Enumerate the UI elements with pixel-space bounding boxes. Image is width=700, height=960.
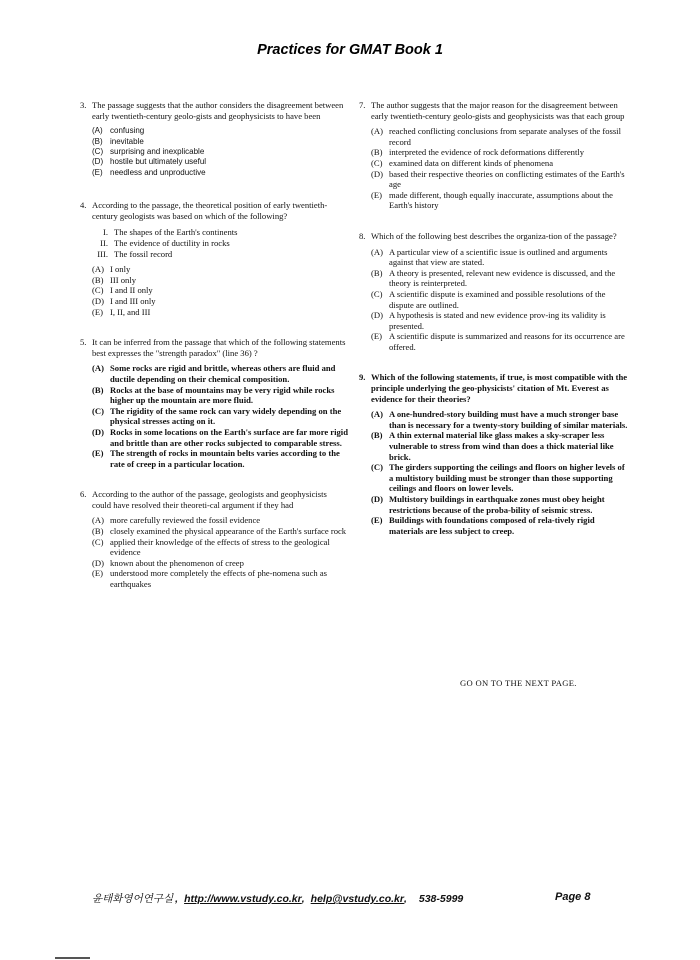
answer-choice[interactable]: (B) Rocks at the base of mountains may be very rigid while rocks higher up the mountain are more fluid. [92,384,335,406]
answer-choice[interactable]: (E) needless and unproductive [92,167,206,177]
go-to-next-page-notice: GO ON TO THE NEXT PAGE. [460,678,577,688]
answer-choice[interactable]: (E) Buildings with foundations composed of rela-tively rigid materials are less subject to creep. [371,515,595,536]
question-3 [80,100,348,178]
answer-choice[interactable]: (C) surprising and inexplicable [92,147,205,156]
answer-choice[interactable]: (C) A scientific dispute is examined and possible resolutions of the dispute are outlined. [371,288,606,310]
answer-choice[interactable]: (D) based their respective theories on conflicting estimates of the Earth's age [371,168,625,190]
page-footer: 윤태화영어연구실 , http://www.vstudy.co.kr , help@vstudy.co.kr , 538-5999 Page 8 [92,891,591,905]
answer-choice[interactable]: (A) confusing [92,126,145,136]
answer-choice[interactable]: (A) A particular view of a scientific issue is outlined and arguments against that view are stated. [371,246,608,268]
answer-choice[interactable]: (C) applied their knowledge of the effects of stress to the geological evidence [92,536,330,558]
scan-mark-divider [55,957,90,959]
question-5 [80,337,348,469]
question-number: 6. [80,489,87,500]
answer-choice[interactable]: (C) The rigidity of the same rock can vary widely depending on the physical stresses acting on it. [92,405,342,427]
page-number: Page 8 [555,891,591,903]
answer-choice[interactable]: (E) made different, though equally inaccurate, assumptions about the Earth's history [371,189,613,211]
question-9 [359,372,631,536]
answer-choice[interactable]: (A) more carefully reviewed the fossil evidence [92,515,261,526]
answer-choice[interactable]: (C) I and II only [92,285,153,296]
question-stem: It can be inferred from the passage that which of the following statements best expresses the "strength paradox" (line 36) ? [92,337,346,358]
answer-choice[interactable]: (A) reached conflicting conclusions from separate analyses of the fossil record [371,126,621,147]
question-number: 9. [359,372,366,383]
question-number: 8. [359,230,366,241]
answer-choice[interactable]: (B) interpreted the evidence of rock deformations differently [371,147,585,158]
question-stem: According to the author of the passage, geologists and geophysicists could have resolved their theoreti-cal argument if they had [92,489,327,510]
question-4 [80,200,348,317]
question-number: 7. [359,100,366,110]
answer-choice[interactable]: (E) A scientific dispute is summarized and reasons for its occurrence are offered. [371,331,625,352]
footer-phone: 538-5999 [418,893,464,905]
question-stem: According to the passage, the theoretical position of early twentieth-century geologists was based on which of the following? [92,200,328,221]
answer-choice[interactable]: (A) Some rocks are rigid and brittle, whereas others are fluid and ductile depending on their chemical composition. [92,363,336,384]
footer-org: 윤태화영어연구실 [92,893,174,905]
answer-choice[interactable]: (D) A hypothesis is stated and new evidence prov-ing its validity is presented. [371,310,606,331]
answer-choice[interactable]: (A) A one-hundred-story building must have a much stronger base than is necessary for a twenty-story building of similar materials. [371,409,628,430]
answer-choice[interactable]: (B) III only [92,274,137,285]
answer-choice[interactable]: (B) A thin external material like glass makes a sky-scraper less vulnerable to stress from wind than does a thick material like brick. [371,430,614,462]
question-stem: Which of the following best describes the organiza-tion of the passage? [371,230,617,241]
question-8 [359,231,631,353]
footer-website-link[interactable]: http://www.vstudy.co.kr [184,893,302,905]
left-column [80,100,348,605]
answer-choice[interactable]: (A) I only [92,264,131,275]
question-7 [359,100,631,211]
answer-choice[interactable]: (D) I and III only [92,295,156,306]
question-stem: The author suggests that the major reason for the disagreement between early twentieth-century geolo-gists and geophysicists was that each group [371,100,625,121]
question-6 [80,489,348,589]
numeral-item: I. The shapes of the Earth's continents [102,227,238,238]
footer-email-link[interactable]: help@vstudy.co.kr [310,893,404,905]
answer-choice[interactable]: (D) hostile but ultimately useful [92,157,207,167]
answer-choice[interactable]: (D) Multistory buildings in earthquake zones must obey height restrictions because of the proba-bility of seismic stress. [371,494,605,515]
question-number: 5. [80,337,87,348]
answer-choice[interactable]: (B) inevitable [92,136,144,146]
answer-choice[interactable]: (B) A theory is presented, relevant new evidence is discussed, and the theory is reinterpreted. [371,267,616,289]
answer-choice[interactable]: (D) known about the phenomenon of creep [92,557,244,568]
numeral-item: III. The fossil record [97,248,173,259]
answer-choice[interactable]: (C) examined data on different kinds of phenomena [371,157,554,168]
answer-choice[interactable]: (D) Rocks in some locations on the Earth's surface are far more rigid and brittle than are other rocks subjected to comparable stress. [92,426,348,448]
question-stem: The passage suggests that the author considers the disagreement between early twentieth-century geolo-gists and geophysicists to have been [92,100,344,121]
answer-choice[interactable]: (E) understood more completely the effects of phe-nomena such as earthquakes [92,568,328,590]
question-number: 3. [80,100,87,110]
right-column [359,100,631,551]
answer-choice[interactable]: (E) I, II, and III [92,306,151,317]
numeral-item: II. The evidence of ductility in rocks [100,238,230,248]
answer-choice[interactable]: (C) The girders supporting the ceilings and floors on higher levels of a multistory building must be stronger than those supporting ceilings and floors on lower levels. [371,462,625,494]
question-stem: Which of the following statements, if true, is most compatible with the principle underlying the geo-physicists' citation of Mt. Everest as evidence for their theories? [371,372,628,404]
page-title: Practices for GMAT Book 1 [257,42,443,58]
answer-choice[interactable]: (E) The strength of rocks in mountain belts varies according to the rate of creep in a particular location. [92,448,340,469]
roman-numeral-list [80,227,348,259]
answer-choice[interactable]: (B) closely examined the physical appearance of the Earth's surface rock [92,526,347,537]
question-number: 4. [80,200,87,211]
